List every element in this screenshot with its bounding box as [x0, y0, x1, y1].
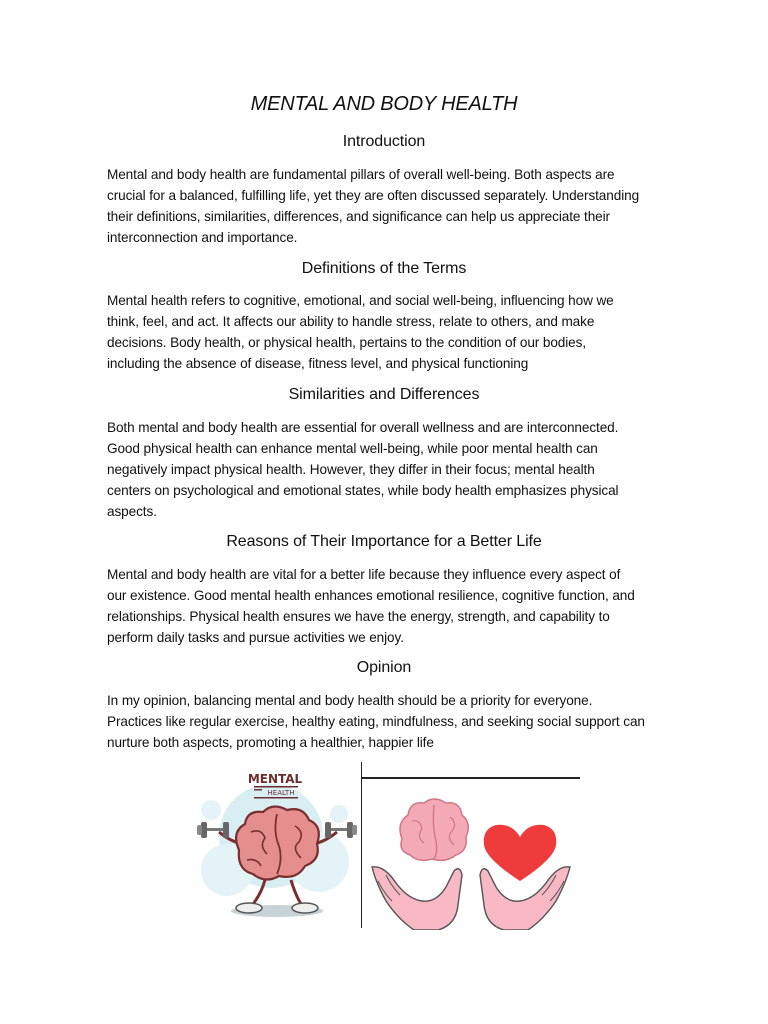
text-line: their definitions, similarities, differences, and significance can help us appreciate their: [107, 208, 610, 224]
heading-introduction: Introduction: [342, 133, 426, 150]
text-line: perform daily tasks and pursue activities we enjoy.: [107, 629, 404, 645]
label-mental: MENTAL: [247, 772, 303, 786]
paragraph-introduction: [107, 165, 667, 249]
text-line: aspects.: [107, 503, 157, 519]
illustrations: [187, 762, 583, 928]
hands-holding-brain-and-heart-icon: [362, 777, 580, 930]
text-line: Mental and body health are fundamental pillars of overall well-being. Both aspects are: [107, 167, 615, 182]
text-line: decisions. Body health, or physical health, pertains to the condition of our bodies,: [107, 334, 587, 350]
paragraph-reasons: [107, 565, 667, 649]
paragraph-similarities: [107, 418, 667, 523]
text-line: crucial for a balanced, fulfilling life, yet they are often discussed separately. Understanding: [107, 187, 640, 203]
text-line: Practices like regular exercise, healthy eating, mindfulness, and seeking social support can: [107, 713, 645, 729]
heading-similarities: Similarities and Differences: [288, 386, 480, 403]
text-line: including the absence of disease, fitness level, and physical functioning: [107, 355, 529, 371]
paragraph-definitions: [107, 291, 667, 375]
document-title: MENTAL AND BODY HEALTH: [250, 93, 518, 115]
text-line: think, feel, and act. It affects our ability to handle stress, relate to others, and make: [107, 313, 595, 329]
text-line: negatively impact physical health. However, they differ in their focus; mental health: [107, 461, 595, 477]
text-line: relationships. Physical health ensures we have the energy, strength, and capability to: [107, 608, 610, 624]
heading-definitions: Definitions of the Terms: [301, 260, 467, 277]
text-line: Good physical health can enhance mental well-being, while poor mental health can: [107, 440, 598, 456]
text-line: Mental health refers to cognitive, emotional, and social well-being, influencing how we: [107, 293, 614, 308]
heading-opinion: Opinion: [356, 659, 412, 676]
text-line: In my opinion, balancing mental and body health should be a priority for everyone.: [107, 693, 593, 708]
text-line: Mental and body health are vital for a better life because they influence every aspect of: [107, 567, 621, 582]
paragraph-opinion: [107, 691, 667, 754]
text-line: centers on psychological and emotional states, while body health emphasizes physical: [107, 482, 619, 498]
brain-lifting-dumbbells-icon: [187, 762, 362, 928]
text-line: interconnection and importance.: [107, 229, 298, 245]
heading-reasons: Reasons of Their Importance for a Better Life: [226, 533, 542, 550]
text-line: nurture both aspects, promoting a healthier, happier life: [107, 734, 434, 750]
text-line: our existence. Good mental health enhances emotional resilience, cognitive function, and: [107, 587, 635, 603]
label-health: HEALTH: [267, 789, 295, 797]
text-line: Both mental and body health are essential for overall wellness and are interconnected.: [107, 420, 619, 435]
